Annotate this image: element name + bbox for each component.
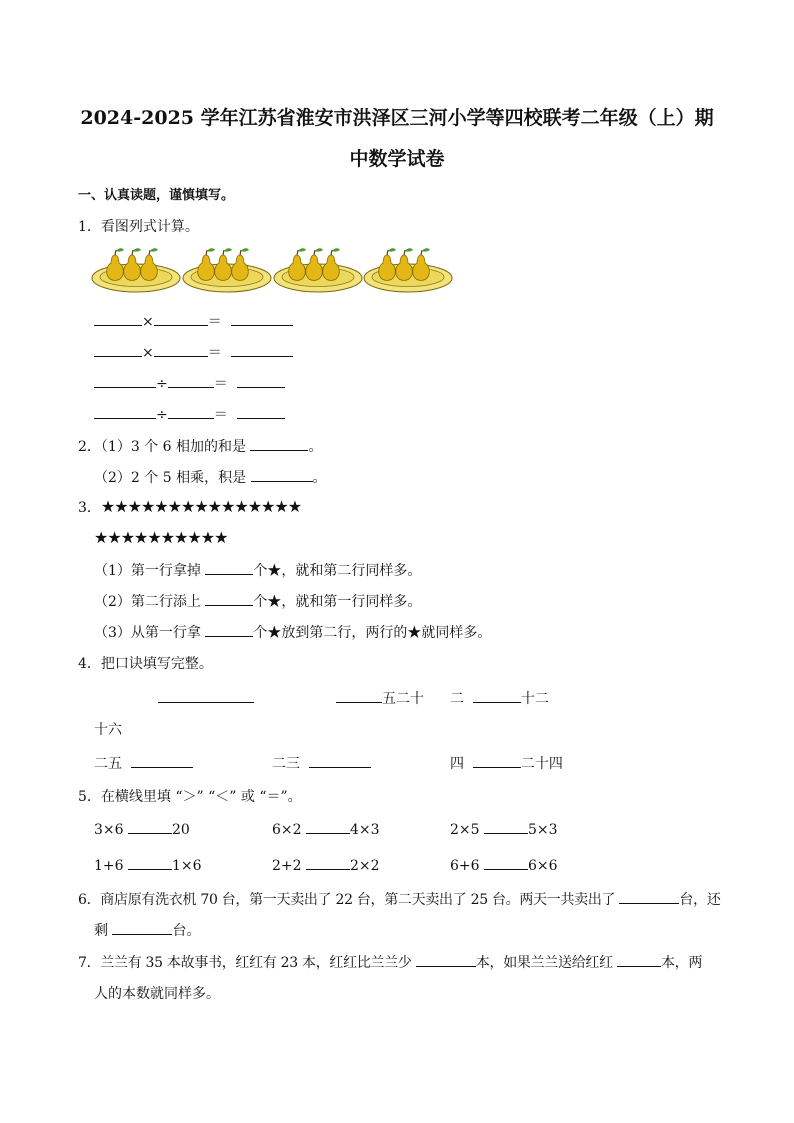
answer-blank[interactable] bbox=[231, 311, 293, 326]
answer-blank[interactable] bbox=[205, 560, 253, 575]
answer-blank[interactable] bbox=[168, 404, 214, 419]
answer-blank[interactable] bbox=[306, 819, 350, 834]
rhyme-item-3: 二 十二 bbox=[450, 688, 549, 708]
question-3-row-1: 3．★★★★★★★★★★★★★★★ bbox=[78, 497, 302, 516]
star-row-1: ★★★★★★★★★★★★★★★ bbox=[100, 497, 302, 516]
answer-blank[interactable] bbox=[306, 855, 350, 870]
compare-item-1: 3×6 20 bbox=[94, 819, 190, 838]
answer-blank[interactable] bbox=[128, 819, 172, 834]
question-7-line-1: 7．兰兰有 35 本故事书，红红有 23 本，红红比兰兰少 本，如果兰兰送给红红 本，两 bbox=[78, 952, 702, 972]
question-7-line-2: 人的本数就同样多。 bbox=[94, 986, 220, 1002]
answer-blank[interactable] bbox=[205, 622, 253, 637]
answer-blank[interactable] bbox=[473, 753, 521, 768]
answer-blank[interactable] bbox=[250, 436, 308, 451]
compare-item-6: 6+6 6×6 bbox=[450, 855, 558, 874]
question-5-text: 5．在横线里填 “＞” “＜” 或 “＝”。 bbox=[78, 789, 302, 805]
plate-2 bbox=[183, 248, 271, 292]
equation-row-4: ÷ ＝ bbox=[94, 404, 285, 424]
plate-3 bbox=[274, 248, 362, 292]
section-heading: 一、认真读题，谨慎填写。 bbox=[78, 188, 235, 203]
answer-blank[interactable] bbox=[94, 342, 142, 357]
answer-blank[interactable] bbox=[128, 855, 172, 870]
answer-blank[interactable] bbox=[617, 952, 661, 967]
equation-row-2: × ＝ bbox=[94, 342, 293, 362]
answer-blank[interactable] bbox=[154, 311, 208, 326]
answer-blank[interactable] bbox=[484, 855, 528, 870]
compare-item-5: 2+2 2×2 bbox=[272, 855, 380, 874]
rhyme-item-2: 五二十 bbox=[336, 688, 424, 708]
answer-blank[interactable] bbox=[237, 404, 285, 419]
answer-blank[interactable] bbox=[131, 753, 193, 768]
answer-blank[interactable] bbox=[205, 591, 253, 606]
answer-blank[interactable] bbox=[154, 342, 208, 357]
equation-row-1: × ＝ bbox=[94, 311, 293, 331]
answer-blank[interactable] bbox=[251, 467, 313, 482]
rhyme-item-4: 二五 bbox=[94, 753, 193, 773]
question-6-line-1: 6．商店原有洗衣机 70 台，第一天卖出了 22 台，第二天卖出了 25 台。两天一共卖出了 台，还 bbox=[78, 889, 721, 909]
compare-item-4: 1+6 1×6 bbox=[94, 855, 202, 874]
compare-item-3: 2×5 5×3 bbox=[450, 819, 558, 838]
page-title: 2024-2025 学年江苏省淮安市洪泽区三河小学等四校联考二年级（上）期 bbox=[80, 107, 714, 129]
answer-blank[interactable] bbox=[112, 920, 172, 935]
question-4-text: 4．把口诀填写完整。 bbox=[78, 656, 213, 672]
question-2-part-1: 2．（1）3 个 6 相加的和是 。 bbox=[78, 436, 322, 456]
question-3-part-3: （3）从第一行拿 个★放到第二行，两行的★就同样多。 bbox=[94, 622, 491, 642]
question-2-part-2: （2）2 个 5 相乘，积是 。 bbox=[94, 467, 327, 487]
plate-1 bbox=[92, 248, 180, 292]
question-6-line-2: 剩 台。 bbox=[94, 920, 200, 940]
question-3-part-2: （2）第二行添上 个★，就和第一行同样多。 bbox=[94, 591, 421, 611]
rhyme-item-6: 四 二十四 bbox=[450, 753, 563, 773]
equation-row-3: ÷ ＝ bbox=[94, 373, 285, 393]
answer-blank[interactable] bbox=[336, 688, 382, 703]
plate-4 bbox=[364, 248, 452, 292]
answer-blank[interactable] bbox=[237, 373, 285, 388]
answer-blank[interactable] bbox=[231, 342, 293, 357]
question-3-part-1: （1）第一行拿掉 个★，就和第二行同样多。 bbox=[94, 560, 421, 580]
star-row-2: ★★★★★★★★★★ bbox=[94, 528, 228, 547]
answer-blank[interactable] bbox=[416, 952, 476, 967]
answer-blank[interactable] bbox=[309, 753, 371, 768]
rhyme-item-5: 二三 bbox=[272, 753, 371, 773]
question-1-text: 1．看图列式计算。 bbox=[78, 219, 199, 235]
rhyme-item-1 bbox=[158, 688, 254, 707]
compare-item-2: 6×2 4×3 bbox=[272, 819, 380, 838]
pear-plates-illustration bbox=[90, 244, 465, 296]
answer-blank[interactable] bbox=[94, 404, 156, 419]
page-title-line2: 中数学试卷 bbox=[349, 148, 445, 170]
rhyme-item-1-wrap: 十六 bbox=[94, 722, 122, 738]
answer-blank[interactable] bbox=[158, 688, 254, 703]
answer-blank[interactable] bbox=[619, 889, 679, 904]
answer-blank[interactable] bbox=[473, 688, 521, 703]
answer-blank[interactable] bbox=[168, 373, 214, 388]
answer-blank[interactable] bbox=[94, 311, 142, 326]
answer-blank[interactable] bbox=[94, 373, 156, 388]
answer-blank[interactable] bbox=[484, 819, 528, 834]
